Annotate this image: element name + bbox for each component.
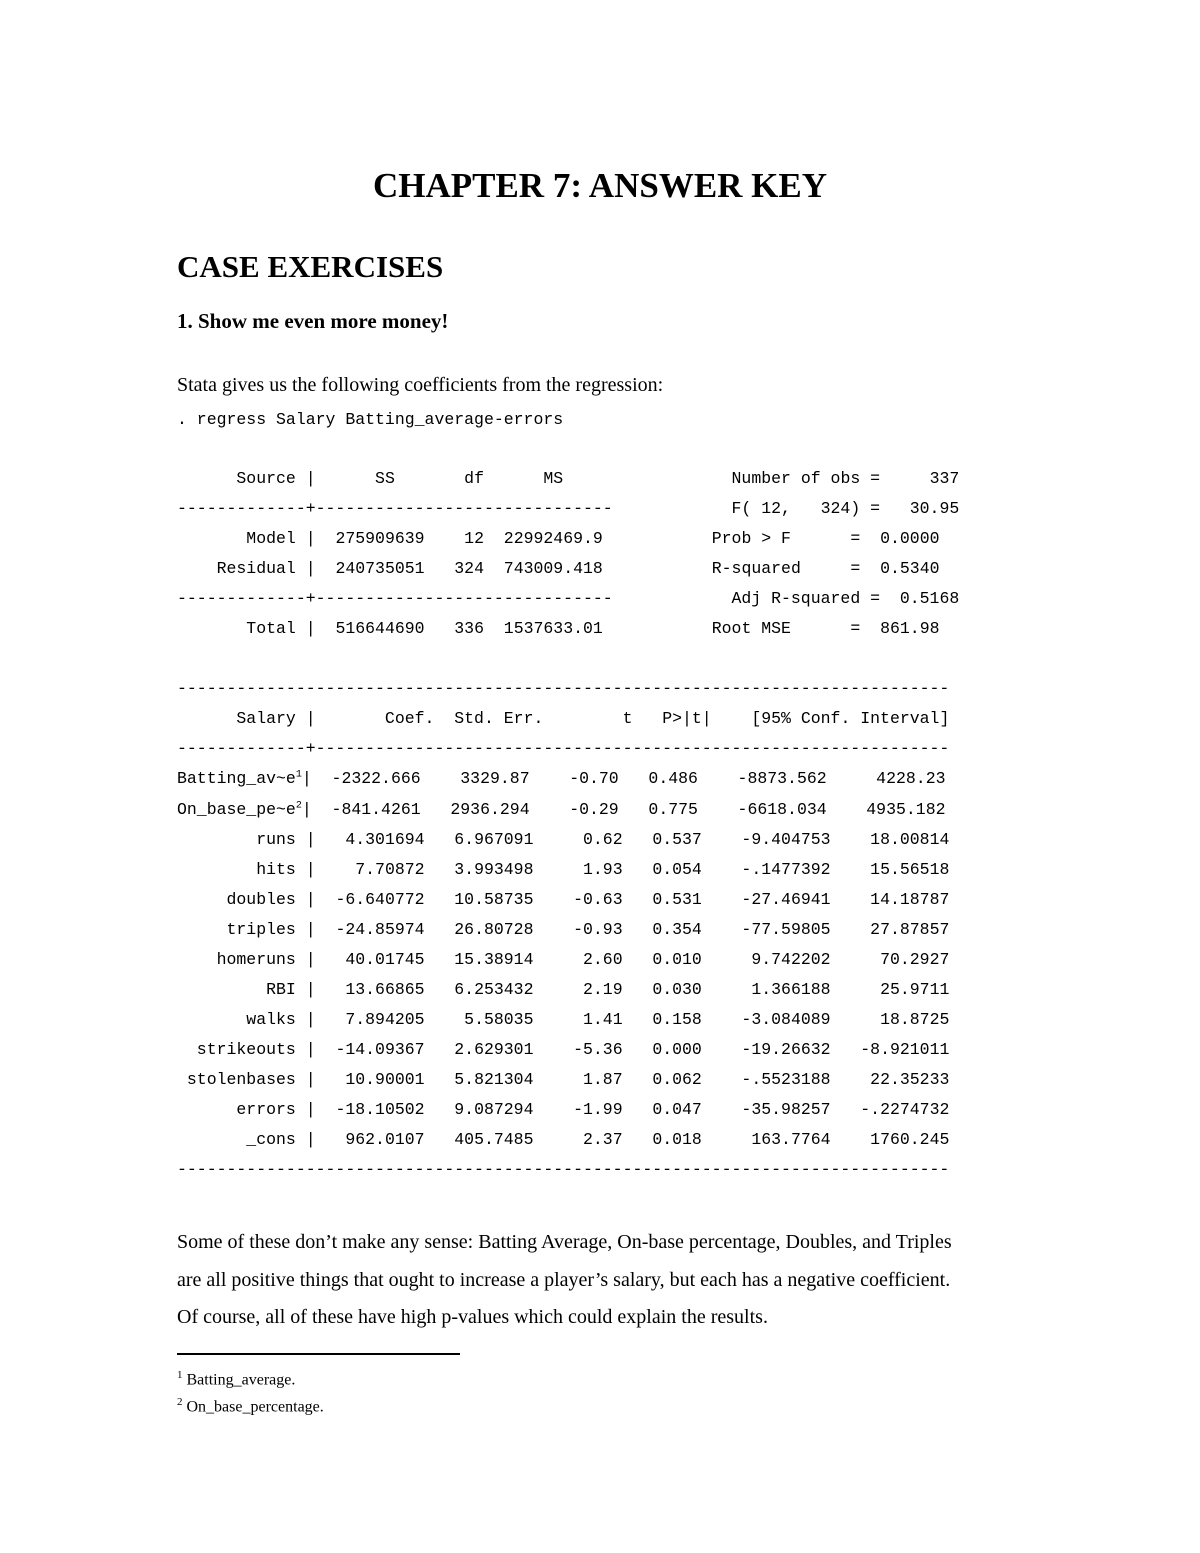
- stat-value: 0.5168: [889, 589, 960, 609]
- t-stat: 1.87: [533, 1069, 623, 1089]
- anova-row: Residual | 240735051 324 743009.418 R-squared = 0.5340: [177, 559, 940, 579]
- coef-var: stolenbases: [177, 1069, 296, 1089]
- coef-value: 10.90001: [315, 1069, 425, 1089]
- paragraph-line: Some of these don’t make any sense: Batting Average, On-base percentage, Doubles, and Triples: [177, 1231, 952, 1253]
- coef-value: -2322.666: [311, 769, 421, 789]
- std-err: 5.58035: [424, 1009, 534, 1029]
- coef-row: walks | 7.894205 5.58035 1.41 0.158 -3.084089 18.8725: [177, 1009, 950, 1029]
- std-err: 405.7485: [424, 1130, 534, 1150]
- page-title: CHAPTER 7: ANSWER KEY: [372, 166, 828, 205]
- anova-row: Model | 275909639 12 22992469.9 Prob > F = 0.0000: [177, 529, 940, 549]
- coef-var: homeruns: [177, 949, 296, 969]
- anova-ms: 743009.418: [503, 559, 603, 579]
- coef-value: 40.01745: [315, 949, 425, 969]
- coef-row: triples | -24.85974 26.80728 -0.93 0.354 -77.59805 27.87857: [177, 919, 950, 939]
- coef-row: homeruns | 40.01745 15.38914 2.60 0.010 9.742202 70.2927: [177, 949, 950, 969]
- stata-output: [177, 464, 959, 1185]
- stat-value: 0.5340: [870, 559, 940, 579]
- ci-lower: -27.46941: [701, 889, 831, 909]
- coef-value: -6.640772: [315, 889, 425, 909]
- ci-upper: -8.921011: [830, 1039, 950, 1059]
- t-stat: -0.70: [529, 769, 619, 789]
- t-stat: 2.19: [533, 979, 623, 999]
- coef-row: _cons | 962.0107 405.7485 2.37 0.018 163.7764 1760.245: [177, 1130, 950, 1150]
- coef-var: walks: [177, 1009, 296, 1029]
- p-value: 0.030: [622, 979, 702, 999]
- coef-var: hits: [177, 859, 296, 879]
- coef-var: doubles: [177, 889, 296, 909]
- ci-upper: 4228.23: [826, 769, 946, 789]
- coef-row: errors | -18.10502 9.087294 -1.99 0.047 -35.98257 -.2274732: [177, 1099, 950, 1119]
- stat-label: Root MSE =: [711, 619, 871, 639]
- p-value: 0.000: [622, 1039, 702, 1059]
- footnote-1: $^1$ Batting_average.: [177, 1369, 296, 1389]
- anova-header: Source | SS df MS Number of obs = 337: [177, 469, 960, 488]
- stat-value: 861.98: [870, 619, 940, 639]
- coef-value: 7.894205: [315, 1009, 425, 1029]
- anova-ss: 275909639: [335, 529, 425, 549]
- t-stat: -5.36: [533, 1039, 623, 1059]
- p-value: 0.018: [622, 1130, 702, 1150]
- ci-upper: 14.18787: [830, 889, 950, 909]
- coef-value: -14.09367: [315, 1039, 425, 1059]
- anova-ss: 240735051: [335, 559, 425, 579]
- std-err: 5.821304: [424, 1069, 534, 1089]
- exercise-heading: 1. Show me even more money!: [177, 309, 449, 333]
- p-value: 0.047: [622, 1099, 702, 1119]
- footnote-mark: 1: [295, 769, 302, 781]
- coef-header: Salary | Coef. Std. Err. t P>|t| [95% Conf. Interval]: [177, 709, 950, 729]
- t-stat: -0.63: [533, 889, 623, 909]
- t-stat: -0.29: [529, 799, 619, 819]
- std-err: 6.967091: [424, 829, 534, 849]
- ci-lower: -77.59805: [701, 919, 831, 939]
- coef-row: On_base_pe~e$^2$| -841.4261 2936.294 -0.29 0.775 -6618.034 4935.182: [177, 799, 946, 819]
- ci-upper: 25.9711: [830, 979, 950, 999]
- stat-value: 337: [889, 469, 960, 488]
- ci-upper: 22.35233: [830, 1069, 950, 1089]
- coef-row: doubles | -6.640772 10.58735 -0.63 0.531 -27.46941 14.18787: [177, 889, 950, 909]
- stat-label: Number of obs =: [731, 469, 890, 488]
- coef-row: Batting_av~e$^1$| -2322.666 3329.87 -0.70 0.486 -8873.562 4228.23: [177, 769, 946, 789]
- coef-var: On_base_pe~e: [177, 799, 296, 819]
- stat-label: R-squared =: [711, 559, 871, 579]
- t-stat: -0.93: [533, 919, 623, 939]
- coef-value: 4.301694: [315, 829, 425, 849]
- coef-row: stolenbases | 10.90001 5.821304 1.87 0.062 -.5523188 22.35233: [177, 1069, 950, 1089]
- stat-value: 30.95: [889, 499, 960, 519]
- ci-lower: 1.366188: [701, 979, 831, 999]
- ci-upper: 18.00814: [830, 829, 950, 849]
- coef-separator: -------------+----------------------------------------------------------------: [177, 739, 950, 759]
- p-value: 0.062: [622, 1069, 702, 1089]
- ci-upper: 27.87857: [830, 919, 950, 939]
- section-heading: CASE EXERCISES: [177, 249, 444, 284]
- coef-value: -24.85974: [315, 919, 425, 939]
- p-value: 0.010: [622, 949, 702, 969]
- p-value: 0.054: [622, 859, 702, 879]
- t-stat: 0.62: [533, 829, 623, 849]
- footnote-mark: 2: [295, 800, 302, 812]
- std-err: 3.993498: [424, 859, 534, 879]
- anova-row: Total | 516644690 336 1537633.01 Root MSE = 861.98: [177, 619, 940, 639]
- coef-var: errors: [177, 1099, 296, 1119]
- ci-lower: -3.084089: [701, 1009, 831, 1029]
- ci-upper: 15.56518: [830, 859, 950, 879]
- coef-value: -841.4261: [311, 799, 421, 819]
- p-value: 0.537: [622, 829, 702, 849]
- t-stat: -1.99: [533, 1099, 623, 1119]
- stat-label: Prob > F =: [711, 529, 871, 549]
- p-value: 0.486: [618, 769, 698, 789]
- ci-lower: -9.404753: [701, 829, 831, 849]
- ci-lower: -.5523188: [701, 1069, 831, 1089]
- paragraph-line: Of course, all of these have high p-values which could explain the results.: [177, 1306, 768, 1328]
- std-err: 10.58735: [424, 889, 534, 909]
- ci-lower: -.1477392: [701, 859, 831, 879]
- p-value: 0.158: [622, 1009, 702, 1029]
- anova-ms: 1537633.01: [503, 619, 603, 639]
- std-err: 2936.294: [420, 799, 530, 819]
- ci-upper: 18.8725: [830, 1009, 950, 1029]
- anova-separator: -------------+------------------------------ F( 12, 324) = 30.95: [177, 499, 960, 519]
- stat-value: 0.0000: [870, 529, 940, 549]
- coef-row: hits | 7.70872 3.993498 1.93 0.054 -.1477392 15.56518: [177, 859, 950, 879]
- anova-separator: -------------+------------------------------ Adj R-squared = 0.5168: [177, 589, 960, 609]
- coef-var: RBI: [177, 979, 296, 999]
- std-err: 15.38914: [424, 949, 534, 969]
- ci-upper: 4935.182: [826, 799, 946, 819]
- coef-var: strikeouts: [177, 1039, 296, 1059]
- ci-lower: 9.742202: [701, 949, 831, 969]
- blank: [177, 649, 187, 668]
- discussion-paragraph: [177, 1224, 1037, 1337]
- coef-value: -18.10502: [315, 1099, 425, 1119]
- ci-upper: 1760.245: [830, 1130, 950, 1150]
- coef-var: runs: [177, 829, 296, 849]
- coef-rule: ------------------------------------------------------------------------------: [177, 679, 950, 699]
- coef-var: _cons: [177, 1130, 296, 1150]
- ci-lower: 163.7764: [701, 1130, 831, 1150]
- p-value: 0.531: [622, 889, 702, 909]
- t-stat: 1.41: [533, 1009, 623, 1029]
- std-err: 26.80728: [424, 919, 534, 939]
- std-err: 3329.87: [420, 769, 530, 789]
- ci-lower: -35.98257: [701, 1099, 831, 1119]
- stata-command: . regress Salary Batting_average-errors: [177, 410, 564, 429]
- coef-row: RBI | 13.66865 6.253432 2.19 0.030 1.366188 25.9711: [177, 979, 950, 999]
- anova-ms: 22992469.9: [503, 529, 603, 549]
- coef-var: triples: [177, 919, 296, 939]
- coef-row: runs | 4.301694 6.967091 0.62 0.537 -9.404753 18.00814: [177, 829, 950, 849]
- coef-value: 13.66865: [315, 979, 425, 999]
- std-err: 2.629301: [424, 1039, 534, 1059]
- t-stat: 2.37: [533, 1130, 623, 1150]
- p-value: 0.775: [618, 799, 698, 819]
- paragraph-line: are all positive things that ought to increase a player’s salary, but each has a negative coefficient.: [177, 1268, 951, 1291]
- t-stat: 1.93: [533, 859, 623, 879]
- footnotes: [177, 1364, 324, 1419]
- anova-ss: 516644690: [335, 619, 425, 639]
- footnote-2: $^2$ On_base_percentage.: [177, 1396, 324, 1416]
- ci-lower: -6618.034: [697, 799, 827, 819]
- intro-text: Stata gives us the following coefficients from the regression:: [177, 374, 664, 396]
- ci-upper: -.2274732: [830, 1099, 950, 1119]
- p-value: 0.354: [622, 919, 702, 939]
- coef-value: 962.0107: [315, 1130, 425, 1150]
- ci-lower: -8873.562: [697, 769, 827, 789]
- coef-rule: ------------------------------------------------------------------------------: [177, 1160, 950, 1180]
- footnote-divider: [177, 1353, 460, 1355]
- stat-label: Adj R-squared =: [731, 589, 890, 609]
- std-err: 9.087294: [424, 1099, 534, 1119]
- coef-value: 7.70872: [315, 859, 425, 879]
- t-stat: 2.60: [533, 949, 623, 969]
- coef-row: strikeouts | -14.09367 2.629301 -5.36 0.000 -19.26632 -8.921011: [177, 1039, 950, 1059]
- ci-upper: 70.2927: [830, 949, 950, 969]
- coef-var: Batting_av~e: [177, 769, 296, 789]
- ci-lower: -19.26632: [701, 1039, 831, 1059]
- std-err: 6.253432: [424, 979, 534, 999]
- stat-label: F( 12, 324) =: [731, 499, 890, 519]
